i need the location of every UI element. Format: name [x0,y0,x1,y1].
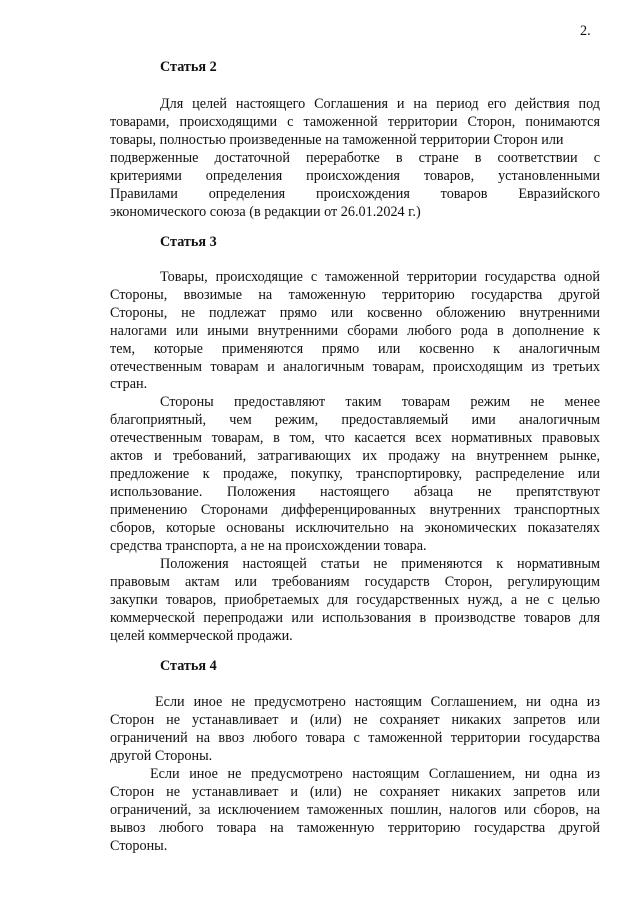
article-3-line: налогами или иными внутренними сборами любого рода в дополнение к [110,323,600,339]
article-3-line: актов и требований, затрагивающих их продажу на внутреннем рынке, [110,448,600,464]
article-3-line: Стороны предоставляют таким товарам режим не менее [160,394,600,410]
article-3-line: Стороны, не подлежат прямо или косвенно обложению внутренними [110,305,600,321]
article-3-line: закупки товаров, приобретаемых для государственных нужд, а не с целью [110,592,600,608]
article-4-line: Стороны. [110,838,168,854]
article-3-line: стран. [110,376,148,392]
article-4-line: ограничений, за исключением таможенных пошлин, налогов или сборов, на [110,802,600,818]
article-2-line: экономического союза (в редакции от 26.01.2024 г.) [110,204,421,220]
article-4-line: Если иное не предусмотрено настоящим Соглашением, ни одна из [150,766,600,782]
article-3-heading: Статья 3 [160,234,217,250]
article-4-line: Сторон не устанавливает и (или) не сохраняет никаких запретов или [110,784,600,800]
article-2-line: Для целей настоящего Соглашения и на период его действия под [160,96,600,112]
article-3-line: Товары, происходящие с таможенной территории государства одной [160,269,600,285]
article-4-line: ограничений на ввоз любого товара с таможенной территории государства [110,730,600,746]
article-2-line: критериями определения происхождения товаров, установленными [110,168,600,184]
article-2-line: подверженные достаточной переработке в стране в соответствии с [110,150,600,166]
article-2-line: Правилами определения происхождения товаров Евразийского [110,186,600,202]
article-3-line: отечественным товарам и аналогичным товарам, происходящим из третьих [110,359,600,375]
article-3-line: правовым актам или требованиям государств Сторон, регулирующим [110,574,600,590]
article-4-heading: Статья 4 [160,658,217,674]
article-2-line: товары, полностью произведенные на таможенной территории Сторон или [110,132,564,148]
article-3-line: благоприятный, чем режим, предоставляемый ими аналогичным [110,412,600,428]
article-4-line: вывоз любого товара на таможенную территорию государства другой [110,820,600,836]
article-3-line: предложение к продаже, покупку, транспортировку, распределение или [110,466,600,482]
article-3-line: тем, которые применяются прямо или косвенно к аналогичным [110,341,600,357]
article-3-line: сборов, которые основаны исключительно на экономических показателях [110,520,600,536]
article-3-line: целей коммерческой продажи. [110,628,293,644]
article-3-line: использование. Положения настоящего абзаца не препятствуют [110,484,600,500]
article-2-heading: Статья 2 [160,59,217,75]
article-4-line: другой Стороны. [110,748,213,764]
article-4-line: Если иное не предусмотрено настоящим Соглашением, ни одна из [155,694,600,710]
article-2-line: товарами, происходящими с таможенной территории Сторон, понимаются [110,114,600,130]
page-number: 2. [580,23,591,39]
article-3-line: средства транспорта, а не на происхождении товара. [110,538,427,554]
article-3-line: Стороны, ввозимые на таможенную территорию государства другой [110,287,600,303]
article-3-line: отечественным товарам, в том, что касается всех нормативных правовых [110,430,600,446]
article-3-line: Положения настоящей статьи не применяются к нормативным [160,556,600,572]
article-3-line: применению Сторонами дифференцированных внутренних транспортных [110,502,600,518]
article-3-line: коммерческой перепродажи или использования в производстве товаров для [110,610,600,626]
article-4-line: Сторон не устанавливает и (или) не сохраняет никаких запретов или [110,712,600,728]
